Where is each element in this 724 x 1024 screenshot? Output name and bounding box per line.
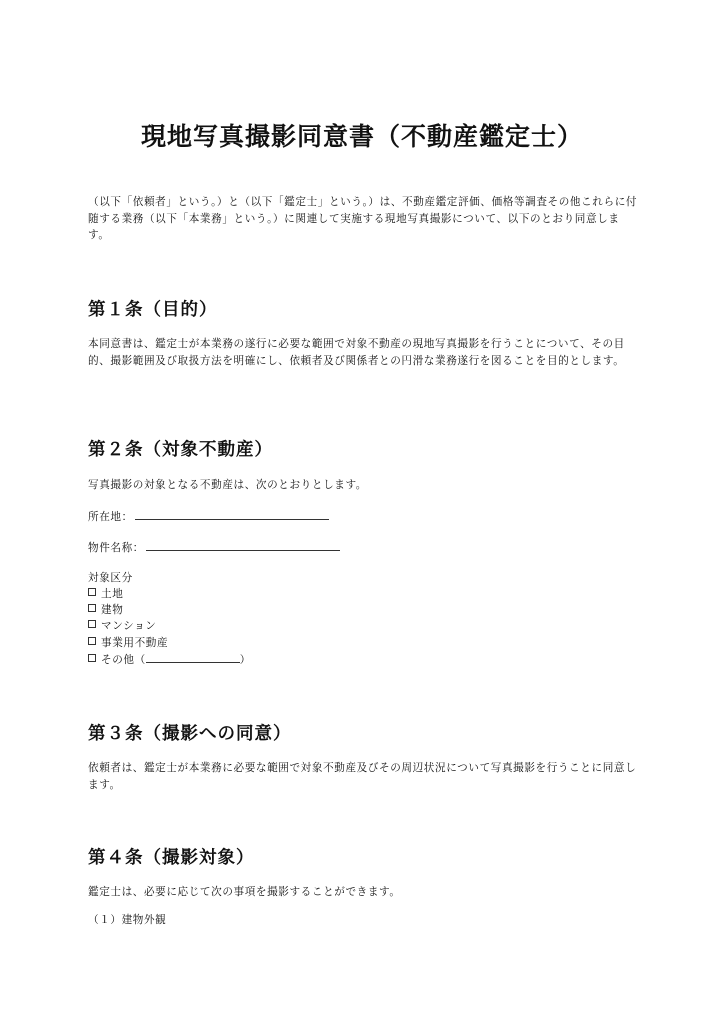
property-name-field xyxy=(88,539,340,557)
article-3-body: 依頼者は、鑑定士が本業務に必要な範囲で対象不動産及びその周辺状況について写真撮影を行うことに同意します。 xyxy=(88,762,637,791)
article-4-heading: 第４条（撮影対象） xyxy=(88,848,255,868)
article-2-heading: 第２条（対象不動産） xyxy=(88,440,273,460)
checkbox-icon[interactable] xyxy=(88,604,96,612)
article-3-heading: 第３条（撮影への同意） xyxy=(88,724,292,744)
article-4-body: 鑑定士は、必要に応じて次の事項を撮影することができます。 xyxy=(88,886,401,898)
document-title: 現地写真撮影同意書（不動産鑑定士） xyxy=(140,122,583,151)
category-option-building[interactable]: 建物 xyxy=(88,602,251,618)
checkbox-icon[interactable] xyxy=(88,637,96,645)
checkbox-icon[interactable] xyxy=(88,620,96,628)
category-option-condominium[interactable]: マンション xyxy=(88,618,251,634)
category-label: 対象区分 xyxy=(88,572,133,584)
article-4-item-1: （１）建物外観 xyxy=(88,914,167,926)
intro-paragraph: （以下「依頼者」という。）と（以下「鑑定士」という。）は、不動産鑑定評価、価格等調査その他これらに付随する業務（以下「本業務」という。）に関連して実施する現地写真撮影について、以下のとおり同意します。 xyxy=(88,196,638,241)
category-option-land[interactable]: 土地 xyxy=(88,586,251,602)
checkbox-icon[interactable] xyxy=(88,588,96,596)
category-option-commercial[interactable]: 事業用不動産 xyxy=(88,635,251,651)
location-field xyxy=(88,508,329,526)
location-blank-line[interactable] xyxy=(135,508,329,520)
location-label: 所在地： xyxy=(88,511,133,523)
property-name-blank-line[interactable] xyxy=(146,539,340,551)
article-1-body: 本同意書は、鑑定士が本業務の遂行に必要な範囲で対象不動産の現地写真撮影を行うことについて、その目的、撮影範囲及び取扱方法を明確にし、依頼者及び関係者との円滑な業務遂行を図ることを目的とします。 xyxy=(88,338,625,367)
article-2-body: 写真撮影の対象となる不動産は、次のとおりとします。 xyxy=(88,479,367,491)
property-name-label: 物件名称： xyxy=(88,542,144,554)
category-option-other[interactable]: その他（ ） xyxy=(88,651,251,668)
other-blank-line[interactable] xyxy=(146,651,240,663)
checkbox-icon[interactable] xyxy=(88,654,96,662)
article-1-heading: 第１条（目的） xyxy=(88,300,218,320)
category-checklist xyxy=(88,586,251,668)
